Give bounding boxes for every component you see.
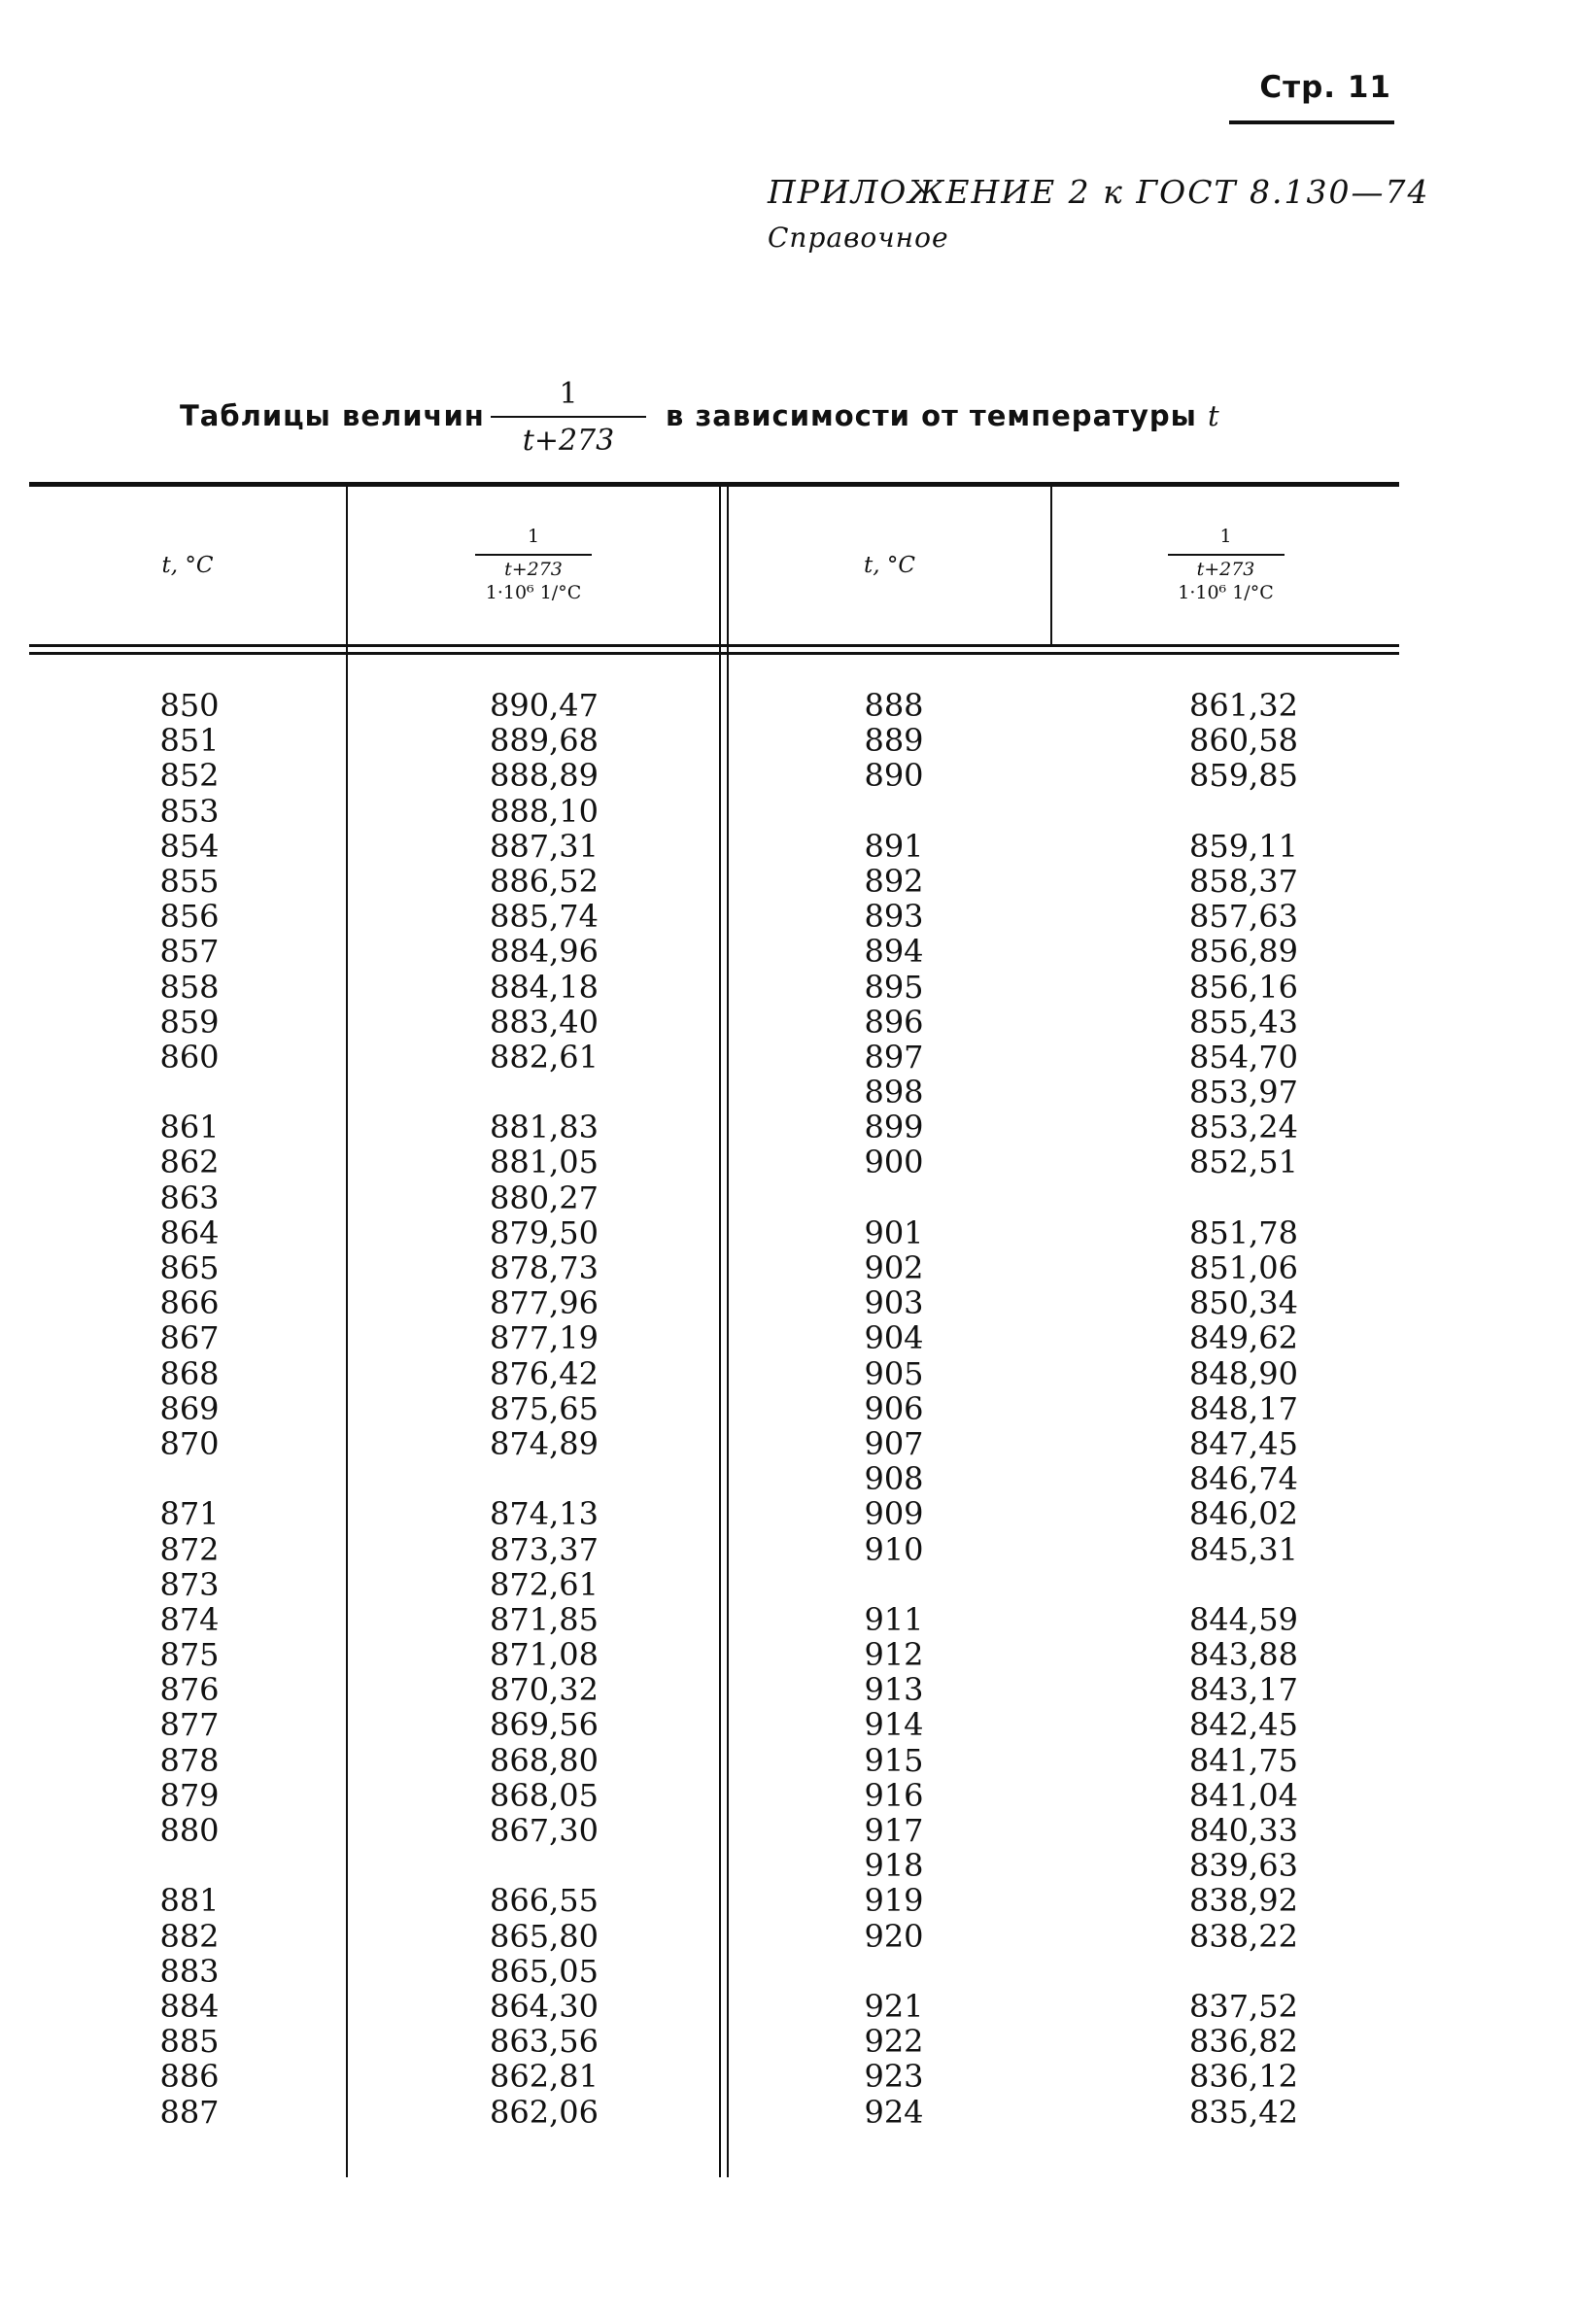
table-cell: 864,30 (490, 1987, 599, 2025)
table-cell: 851,06 (1189, 1249, 1298, 1286)
caption-variable: t (1207, 399, 1220, 432)
header-temperature-left (29, 487, 346, 644)
table-cell: 857,63 (1189, 898, 1298, 936)
table-cell: 836,12 (1189, 2058, 1298, 2096)
table-cell: 876,42 (490, 1354, 599, 1392)
caption-fraction-numerator: 1 (559, 377, 578, 411)
table-cell: 858,37 (1189, 862, 1298, 900)
column-divider (346, 487, 348, 2177)
table-cell: 852,51 (1189, 1144, 1298, 1181)
appendix-subtitle: Справочное (768, 222, 949, 254)
table-cell: 921 (864, 1987, 924, 2025)
table-cell: 865 (159, 1249, 220, 1286)
table-cell: 898 (864, 1074, 924, 1111)
caption-right-label: в зависимости от температуры (666, 399, 1197, 432)
table-cell: 863,56 (490, 2023, 599, 2061)
table-cell: 889 (864, 722, 924, 760)
table-cell: 869,56 (490, 1706, 599, 1744)
caption-right-text (666, 399, 1220, 432)
table-cell: 884,18 (490, 968, 599, 1006)
table-cell: 866,55 (490, 1882, 599, 1920)
table-cell: 920 (864, 1917, 924, 1955)
table-cell: 905 (864, 1354, 924, 1392)
page-number-underline (1229, 120, 1394, 124)
table-cell: 853,24 (1189, 1109, 1298, 1146)
table-cell (126, 1075, 253, 1110)
table-cell: 884 (159, 1987, 220, 2025)
table-cell: 859,11 (1189, 827, 1298, 865)
page-number: Стр. 11 (1259, 70, 1391, 105)
appendix-title: ПРИЛОЖЕНИЕ 2 к ГОСТ 8.130—74 (768, 173, 1430, 211)
table-cell: 882 (159, 1917, 220, 1955)
table-cell: 849,62 (1189, 1319, 1298, 1357)
table-cell: 873,37 (490, 1530, 599, 1568)
table-caption (180, 377, 1385, 464)
table-cell: 856,16 (1189, 968, 1298, 1006)
table-cell: 885,74 (490, 898, 599, 936)
table-cell: 856,89 (1189, 933, 1298, 971)
table-cell: 893 (864, 898, 924, 936)
table-cell (457, 1075, 632, 1110)
table-cell: 853,97 (1189, 1074, 1298, 1111)
table-cell (126, 1461, 253, 1496)
table-cell: 858 (159, 968, 220, 1006)
column-values-right (1156, 688, 1331, 2130)
table-cell: 903 (864, 1284, 924, 1322)
table-cell: 871,85 (490, 1600, 599, 1638)
table-cell: 881,83 (490, 1109, 599, 1146)
table-cell: 907 (864, 1424, 924, 1462)
table-cell: 901 (864, 1213, 924, 1251)
table-cell: 862,06 (490, 2093, 599, 2131)
table-cell: 911 (864, 1600, 924, 1638)
table-cell: 924 (864, 2093, 924, 2131)
table-cell: 891 (864, 827, 924, 865)
table-cell (1156, 1180, 1331, 1215)
table-cell: 887 (159, 2093, 220, 2131)
table-cell: 912 (864, 1636, 924, 1674)
table-cell (457, 1848, 632, 1883)
table-cell: 840,33 (1189, 1812, 1298, 1849)
table-cell: 876 (159, 1671, 220, 1709)
header-fraction-right (1052, 487, 1399, 644)
table-cell (1156, 1567, 1331, 1602)
table-cell: 839,63 (1189, 1847, 1298, 1885)
header-fraction-numerator: 1 (527, 526, 540, 548)
table-cell: 880 (159, 1812, 220, 1849)
header-fraction-left (348, 487, 719, 644)
table-cell: 886,52 (490, 862, 599, 900)
table-cell: 902 (864, 1249, 924, 1286)
column-divider-double (727, 487, 729, 2177)
table-cell: 865,05 (490, 1952, 599, 1990)
table-cell: 847,45 (1189, 1424, 1298, 1462)
table-cell (831, 794, 957, 829)
table-cell: 838,22 (1189, 1917, 1298, 1955)
table-cell: 914 (864, 1706, 924, 1744)
table-cell: 865,80 (490, 1917, 599, 1955)
table-cell: 843,17 (1189, 1671, 1298, 1709)
table-cell: 877,96 (490, 1284, 599, 1322)
table-cell (1156, 1954, 1331, 1989)
header-fraction-unit: 1·10⁶ 1/°C (485, 581, 582, 603)
table-cell: 908 (864, 1460, 924, 1498)
table-cell: 862,81 (490, 2058, 599, 2096)
column-temperature-right (831, 688, 957, 2130)
table-cell: 868 (159, 1354, 220, 1392)
table-cell: 851 (159, 722, 220, 760)
table-cell: 857 (159, 933, 220, 971)
table-cell: 899 (864, 1109, 924, 1146)
table-cell: 867 (159, 1319, 220, 1357)
table-cell: 883,40 (490, 1003, 599, 1041)
table-cell: 888,89 (490, 757, 599, 795)
table-cell: 877,19 (490, 1319, 599, 1357)
table-cell: 861,32 (1189, 687, 1298, 724)
caption-fraction (491, 377, 646, 458)
table-cell: 846,02 (1189, 1495, 1298, 1533)
table-cell: 868,05 (490, 1776, 599, 1814)
table-cell: 884,96 (490, 933, 599, 971)
table-cell: 870,32 (490, 1671, 599, 1709)
table-cell: 918 (864, 1847, 924, 1885)
table-cell: 883 (159, 1952, 220, 1990)
table-cell: 855,43 (1189, 1003, 1298, 1041)
table-cell: 872,61 (490, 1565, 599, 1603)
table-cell: 852 (159, 757, 220, 795)
header-temperature-label: t, °C (864, 553, 915, 578)
caption-fraction-bar (491, 416, 646, 418)
table-cell: 853 (159, 792, 220, 830)
table-cell (1156, 794, 1331, 829)
table-cell: 888 (864, 687, 924, 724)
table-cell: 886 (159, 2058, 220, 2096)
table-cell: 854 (159, 827, 220, 865)
table-cell: 850,34 (1189, 1284, 1298, 1322)
table-cell: 851,78 (1189, 1213, 1298, 1251)
table-cell: 897 (864, 1038, 924, 1076)
table-cell: 843,88 (1189, 1636, 1298, 1674)
table-cell: 923 (864, 2058, 924, 2096)
table-cell: 878,73 (490, 1249, 599, 1286)
table-cell: 873 (159, 1565, 220, 1603)
table-cell: 846,74 (1189, 1460, 1298, 1498)
table-cell: 913 (864, 1671, 924, 1709)
table-cell: 915 (864, 1741, 924, 1779)
header-fraction-bar (475, 554, 592, 556)
header-fraction (1168, 527, 1285, 604)
table-cell: 879,50 (490, 1213, 599, 1251)
caption-fraction-denominator: t+273 (522, 424, 615, 458)
table-cell: 836,82 (1189, 2023, 1298, 2061)
table-cell: 863 (159, 1179, 220, 1216)
table-cell: 890 (864, 757, 924, 795)
table-cell: 875 (159, 1636, 220, 1674)
table-cell: 874,89 (490, 1424, 599, 1462)
header-fraction (475, 527, 592, 604)
table-cell: 856 (159, 898, 220, 936)
table-cell (831, 1180, 957, 1215)
table-cell: 919 (864, 1882, 924, 1920)
table-cell: 882,61 (490, 1038, 599, 1076)
table-cell (126, 1848, 253, 1883)
table-cell: 880,27 (490, 1179, 599, 1216)
table-cell: 859 (159, 1003, 220, 1041)
table-cell: 892 (864, 862, 924, 900)
column-values-left (457, 688, 632, 2130)
table-cell: 885 (159, 2023, 220, 2061)
table-cell: 874 (159, 1600, 220, 1638)
table-cell: 888,10 (490, 792, 599, 830)
table-cell: 854,70 (1189, 1038, 1298, 1076)
table-cell (831, 1567, 957, 1602)
table-cell: 866 (159, 1284, 220, 1322)
table-cell: 848,90 (1189, 1354, 1298, 1392)
table-cell: 841,75 (1189, 1741, 1298, 1779)
table-cell: 872 (159, 1530, 220, 1568)
header-fraction-numerator: 1 (1219, 526, 1232, 548)
table-cell: 870 (159, 1424, 220, 1462)
table-cell: 895 (864, 968, 924, 1006)
table-cell: 910 (864, 1530, 924, 1568)
table-cell: 844,59 (1189, 1600, 1298, 1638)
table-cell: 869 (159, 1389, 220, 1427)
table-cell: 909 (864, 1495, 924, 1533)
header-temperature-label: t, °C (161, 553, 214, 578)
table-cell: 890,47 (490, 687, 599, 724)
table-cell (457, 1461, 632, 1496)
table-cell: 906 (864, 1389, 924, 1427)
table-cell: 835,42 (1189, 2093, 1298, 2131)
header-temperature-right (729, 487, 1050, 644)
table-cell: 879 (159, 1776, 220, 1814)
table-cell: 842,45 (1189, 1706, 1298, 1744)
table-cell: 887,31 (490, 827, 599, 865)
table-cell: 861 (159, 1109, 220, 1146)
table-cell (831, 1954, 957, 1989)
table-cell: 837,52 (1189, 1987, 1298, 2025)
table-cell: 871 (159, 1495, 220, 1533)
table-header-rule-double (29, 652, 1399, 655)
table-cell: 877 (159, 1706, 220, 1744)
header-fraction-unit: 1·10⁶ 1/°C (1178, 581, 1274, 603)
table-cell: 896 (864, 1003, 924, 1041)
table-cell: 860 (159, 1038, 220, 1076)
table-cell: 864 (159, 1213, 220, 1251)
table-cell: 894 (864, 933, 924, 971)
table-cell: 874,13 (490, 1495, 599, 1533)
column-divider-double (719, 487, 721, 2177)
caption-left-text: Таблицы величин (180, 399, 485, 432)
table-cell: 860,58 (1189, 722, 1298, 760)
table-cell: 845,31 (1189, 1530, 1298, 1568)
table-cell: 848,17 (1189, 1389, 1298, 1427)
table-cell: 878 (159, 1741, 220, 1779)
table-cell: 881,05 (490, 1144, 599, 1181)
column-temperature-left (126, 688, 253, 2130)
table-cell: 917 (864, 1812, 924, 1849)
table-cell: 904 (864, 1319, 924, 1357)
table-cell: 867,30 (490, 1812, 599, 1849)
header-fraction-denominator: t+273 (1196, 559, 1255, 581)
table-cell: 838,92 (1189, 1882, 1298, 1920)
table-cell: 850 (159, 687, 220, 724)
table-cell: 922 (864, 2023, 924, 2061)
header-fraction-bar (1168, 554, 1285, 556)
header-fraction-denominator: t+273 (504, 559, 563, 581)
table-cell: 868,80 (490, 1741, 599, 1779)
table-cell: 841,04 (1189, 1776, 1298, 1814)
table-cell: 916 (864, 1776, 924, 1814)
table-cell: 875,65 (490, 1389, 599, 1427)
table-cell: 855 (159, 862, 220, 900)
table-cell: 900 (864, 1144, 924, 1181)
table-cell: 881 (159, 1882, 220, 1920)
table-cell: 871,08 (490, 1636, 599, 1674)
table-header-rule (29, 644, 1399, 647)
table-cell: 862 (159, 1144, 220, 1181)
table-cell: 889,68 (490, 722, 599, 760)
table-cell: 859,85 (1189, 757, 1298, 795)
